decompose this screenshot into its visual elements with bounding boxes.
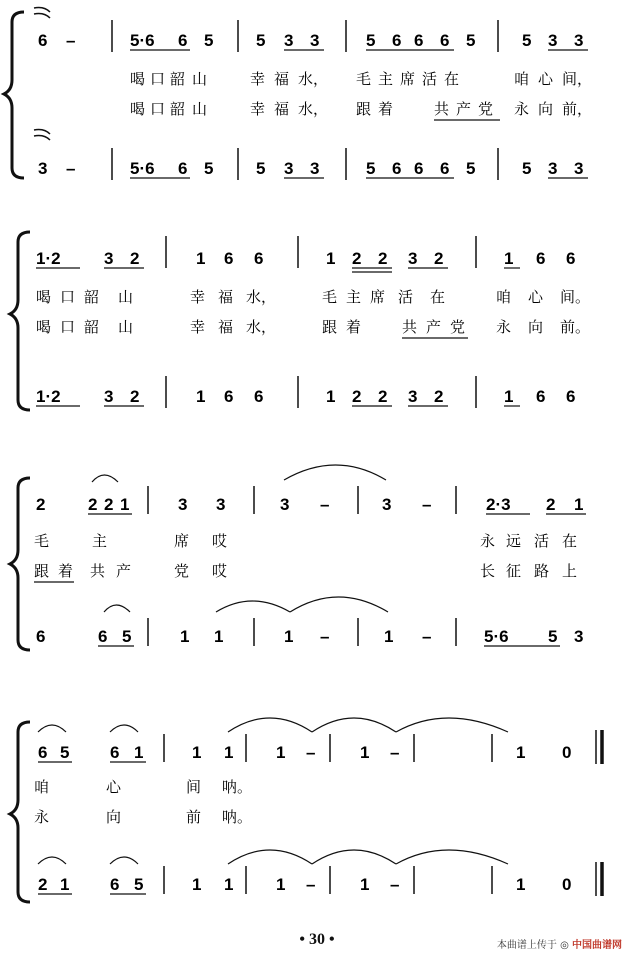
lyric: 哎 <box>212 562 228 580</box>
lyric: 共 <box>402 318 418 336</box>
note: 3 <box>38 159 48 178</box>
lyric: 口 <box>150 100 166 118</box>
tie <box>396 718 508 732</box>
repeat-mark <box>34 8 50 13</box>
system-brace <box>10 232 30 410</box>
lyric: 心 <box>538 70 554 88</box>
system-4 <box>10 718 602 902</box>
note: 1 <box>224 875 234 894</box>
lyric: 永 <box>514 100 530 118</box>
note: – <box>66 31 76 50</box>
note: 6 <box>36 627 46 646</box>
note: 5 <box>366 159 376 178</box>
note: 6 <box>38 31 48 50</box>
note: 5 <box>548 627 558 646</box>
lyric: 间， <box>562 70 593 88</box>
lyric: 毛 <box>34 532 50 550</box>
note: 6 <box>178 31 188 50</box>
note: 5 <box>522 31 532 50</box>
site-logo-icon: ◎ <box>560 940 569 951</box>
note: 3 <box>104 249 114 268</box>
note: 6 <box>536 249 546 268</box>
note: 5 <box>204 31 214 50</box>
note: 3 <box>280 495 290 514</box>
note: 3 <box>382 495 392 514</box>
note: 5 <box>366 31 376 50</box>
lyric: 路 <box>534 562 550 580</box>
lyric: 呐。 <box>222 778 253 796</box>
note: 5 <box>122 627 132 646</box>
note: 1 <box>326 249 336 268</box>
slur <box>104 605 130 612</box>
lyric: 在 <box>430 288 446 306</box>
note: 5 <box>204 159 214 178</box>
note: 2 <box>378 249 388 268</box>
lyric: 产 <box>456 100 472 118</box>
lyric: 永 <box>34 808 50 826</box>
lyric: 着 <box>58 562 74 580</box>
lyric: 口 <box>60 288 76 306</box>
note: 2 <box>352 387 362 406</box>
lyric: 在 <box>444 70 460 88</box>
note: 2 <box>130 249 140 268</box>
lyric: 席 <box>400 70 416 88</box>
lyric: 山 <box>192 70 208 88</box>
note: 2 <box>130 387 140 406</box>
note: 6 <box>440 31 450 50</box>
repeat-mark <box>34 130 50 135</box>
note: 6 <box>110 875 120 894</box>
note: 2 <box>434 249 444 268</box>
note: 3 <box>284 159 294 178</box>
note: 6 <box>110 743 120 762</box>
note: 1 <box>134 743 144 762</box>
system-brace <box>10 722 30 902</box>
note: 1 <box>504 249 514 268</box>
note: 5·6 <box>130 159 155 178</box>
note: 0 <box>562 875 572 894</box>
note: 3 <box>574 31 584 50</box>
note: – <box>422 627 432 646</box>
note: 2 <box>38 875 48 894</box>
lyric: 席 <box>174 532 190 550</box>
note: 6 <box>254 249 264 268</box>
lyric: 跟 <box>322 318 338 336</box>
system-brace <box>4 12 24 178</box>
lyric: 向 <box>538 100 554 118</box>
lyric: 福 <box>218 318 234 336</box>
lyric: 跟 <box>34 562 50 580</box>
slur <box>38 857 66 864</box>
lyric: 前 <box>186 808 202 826</box>
note: – <box>390 743 400 762</box>
note: 6 <box>38 743 48 762</box>
slur <box>38 725 66 732</box>
lyric: 水， <box>298 100 329 118</box>
lyric: 水， <box>298 70 329 88</box>
system-2 <box>10 232 590 410</box>
lyric: 韶 <box>84 318 100 336</box>
lyric: 呐。 <box>222 808 253 826</box>
slur <box>110 857 138 864</box>
note: 6 <box>224 387 234 406</box>
lyric: 幸 <box>250 100 266 118</box>
note: 0 <box>562 743 572 762</box>
lyric: 间 <box>186 778 202 796</box>
upload-credit <box>497 936 622 951</box>
note: 3 <box>284 31 294 50</box>
lyric: 咱 <box>514 70 530 88</box>
lyric: 口 <box>60 318 76 336</box>
lyric: 前， <box>562 100 593 118</box>
lyric: 哎 <box>212 532 228 550</box>
lyric: 前。 <box>560 318 591 336</box>
lyric: 心 <box>528 288 544 306</box>
note: 5 <box>256 159 266 178</box>
note: 3 <box>104 387 114 406</box>
note: 3 <box>178 495 188 514</box>
note: 1 <box>326 387 336 406</box>
note: 1 <box>196 387 206 406</box>
note: 5 <box>466 159 476 178</box>
lyric: 党 <box>478 100 494 118</box>
note: 1 <box>196 249 206 268</box>
note: 6 <box>566 387 576 406</box>
system-1 <box>4 8 592 181</box>
lyric: 山 <box>118 288 134 306</box>
lyric: 向 <box>528 318 544 336</box>
lyric: 党 <box>450 318 466 336</box>
note: 1 <box>120 495 130 514</box>
lyric: 长 <box>480 562 496 580</box>
lyric: 主 <box>378 70 394 88</box>
system-brace <box>10 478 30 650</box>
note: 1 <box>192 875 202 894</box>
slur <box>110 725 138 732</box>
note: 6 <box>414 31 424 50</box>
note: 1 <box>360 875 370 894</box>
note: 1·2 <box>36 387 61 406</box>
lyric: 跟 <box>356 100 372 118</box>
note: 3 <box>548 159 558 178</box>
note: 1 <box>516 875 526 894</box>
lyric: 幸 <box>250 70 266 88</box>
note: – <box>306 875 316 894</box>
note: 1 <box>224 743 234 762</box>
note: 5 <box>466 31 476 50</box>
note: 6 <box>98 627 108 646</box>
note: 3 <box>408 249 418 268</box>
lyric: 共 <box>434 100 450 118</box>
repeat-mark <box>34 14 50 19</box>
note: 1 <box>192 743 202 762</box>
lyric: 喝 <box>36 318 52 336</box>
note: 6 <box>178 159 188 178</box>
lyric: 山 <box>118 318 134 336</box>
lyric: 党 <box>174 562 190 580</box>
note: 1 <box>284 627 294 646</box>
note: 5·6 <box>484 627 509 646</box>
tie <box>312 718 396 732</box>
lyric: 着 <box>346 318 362 336</box>
lyric: 水， <box>246 318 277 336</box>
note: 1·2 <box>36 249 61 268</box>
note: 5 <box>134 875 144 894</box>
note: 2 <box>352 249 362 268</box>
note: 1 <box>276 875 286 894</box>
lyric: 毛 <box>322 288 338 306</box>
note: 1 <box>214 627 224 646</box>
note: 3 <box>310 31 320 50</box>
lyric: 永 <box>480 532 496 550</box>
note: 3 <box>310 159 320 178</box>
lyric: 活 <box>534 532 550 550</box>
lyric: 远 <box>506 532 522 550</box>
note: 1 <box>360 743 370 762</box>
lyric: 喝 <box>36 288 52 306</box>
note: – <box>390 875 400 894</box>
note: 1 <box>516 743 526 762</box>
note: 1 <box>574 495 584 514</box>
lyric: 山 <box>192 100 208 118</box>
credit-text: 本曲谱上传于 <box>496 940 557 951</box>
lyric: 韶 <box>170 70 186 88</box>
lyric: 幸 <box>190 318 206 336</box>
system-3 <box>10 465 586 650</box>
lyric: 毛 <box>356 70 372 88</box>
lyric: 幸 <box>190 288 206 306</box>
lyric: 福 <box>218 288 234 306</box>
note: 3 <box>574 159 584 178</box>
lyric: 产 <box>426 318 442 336</box>
note: 2 <box>378 387 388 406</box>
lyric: 口 <box>150 70 166 88</box>
lyric: 间。 <box>560 288 591 306</box>
tie <box>290 597 388 612</box>
note: – <box>306 743 316 762</box>
tie <box>396 850 508 864</box>
slur <box>92 475 118 482</box>
lyric: 上 <box>562 562 578 580</box>
note: 2·3 <box>486 495 511 514</box>
lyric: 韶 <box>170 100 186 118</box>
note: 5 <box>522 159 532 178</box>
lyric: 心 <box>106 778 122 796</box>
note: 6 <box>566 249 576 268</box>
lyric: 咱 <box>496 288 512 306</box>
note: 2 <box>546 495 556 514</box>
note: 6 <box>224 249 234 268</box>
note: 1 <box>180 627 190 646</box>
lyric: 产 <box>116 562 132 580</box>
note: 5 <box>60 743 70 762</box>
note: 1 <box>384 627 394 646</box>
lyric: 水， <box>246 288 277 306</box>
note: – <box>422 495 432 514</box>
tie <box>284 465 386 480</box>
note: 2 <box>36 495 46 514</box>
note: 6 <box>254 387 264 406</box>
note: 3 <box>548 31 558 50</box>
lyric: 活 <box>422 70 438 88</box>
note: 2 <box>88 495 98 514</box>
lyric: 征 <box>506 562 522 580</box>
note: 6 <box>536 387 546 406</box>
lyric: 永 <box>496 318 512 336</box>
lyric: 喝 <box>130 100 146 118</box>
note: 3 <box>408 387 418 406</box>
lyric: 喝 <box>130 70 146 88</box>
note: – <box>66 159 76 178</box>
note: 6 <box>392 31 402 50</box>
note: 1 <box>504 387 514 406</box>
page-number: • 30 • <box>299 931 335 948</box>
note: 3 <box>574 627 584 646</box>
tie <box>312 850 396 864</box>
slur <box>216 601 290 612</box>
lyric: 向 <box>106 808 122 826</box>
lyric: 福 <box>274 70 290 88</box>
lyric: 韶 <box>84 288 100 306</box>
lyric: 咱 <box>34 778 50 796</box>
lyric: 福 <box>274 100 290 118</box>
note: 5 <box>256 31 266 50</box>
note: 1 <box>60 875 70 894</box>
tie <box>228 718 312 732</box>
tie <box>228 850 312 864</box>
note: 3 <box>216 495 226 514</box>
repeat-mark <box>34 136 50 141</box>
note: 6 <box>414 159 424 178</box>
note: 1 <box>276 743 286 762</box>
note: – <box>320 495 330 514</box>
note: 6 <box>392 159 402 178</box>
lyric: 共 <box>90 562 106 580</box>
note: 6 <box>440 159 450 178</box>
site-name[interactable]: 中国曲谱网 <box>572 940 622 951</box>
note: 2 <box>434 387 444 406</box>
lyric: 席 <box>370 288 386 306</box>
lyric: 主 <box>346 288 362 306</box>
note: 2 <box>104 495 114 514</box>
lyric: 主 <box>92 532 108 550</box>
lyric: 在 <box>562 532 578 550</box>
lyric: 活 <box>398 288 414 306</box>
note: 5·6 <box>130 31 155 50</box>
lyric: 着 <box>378 100 394 118</box>
note: – <box>320 627 330 646</box>
